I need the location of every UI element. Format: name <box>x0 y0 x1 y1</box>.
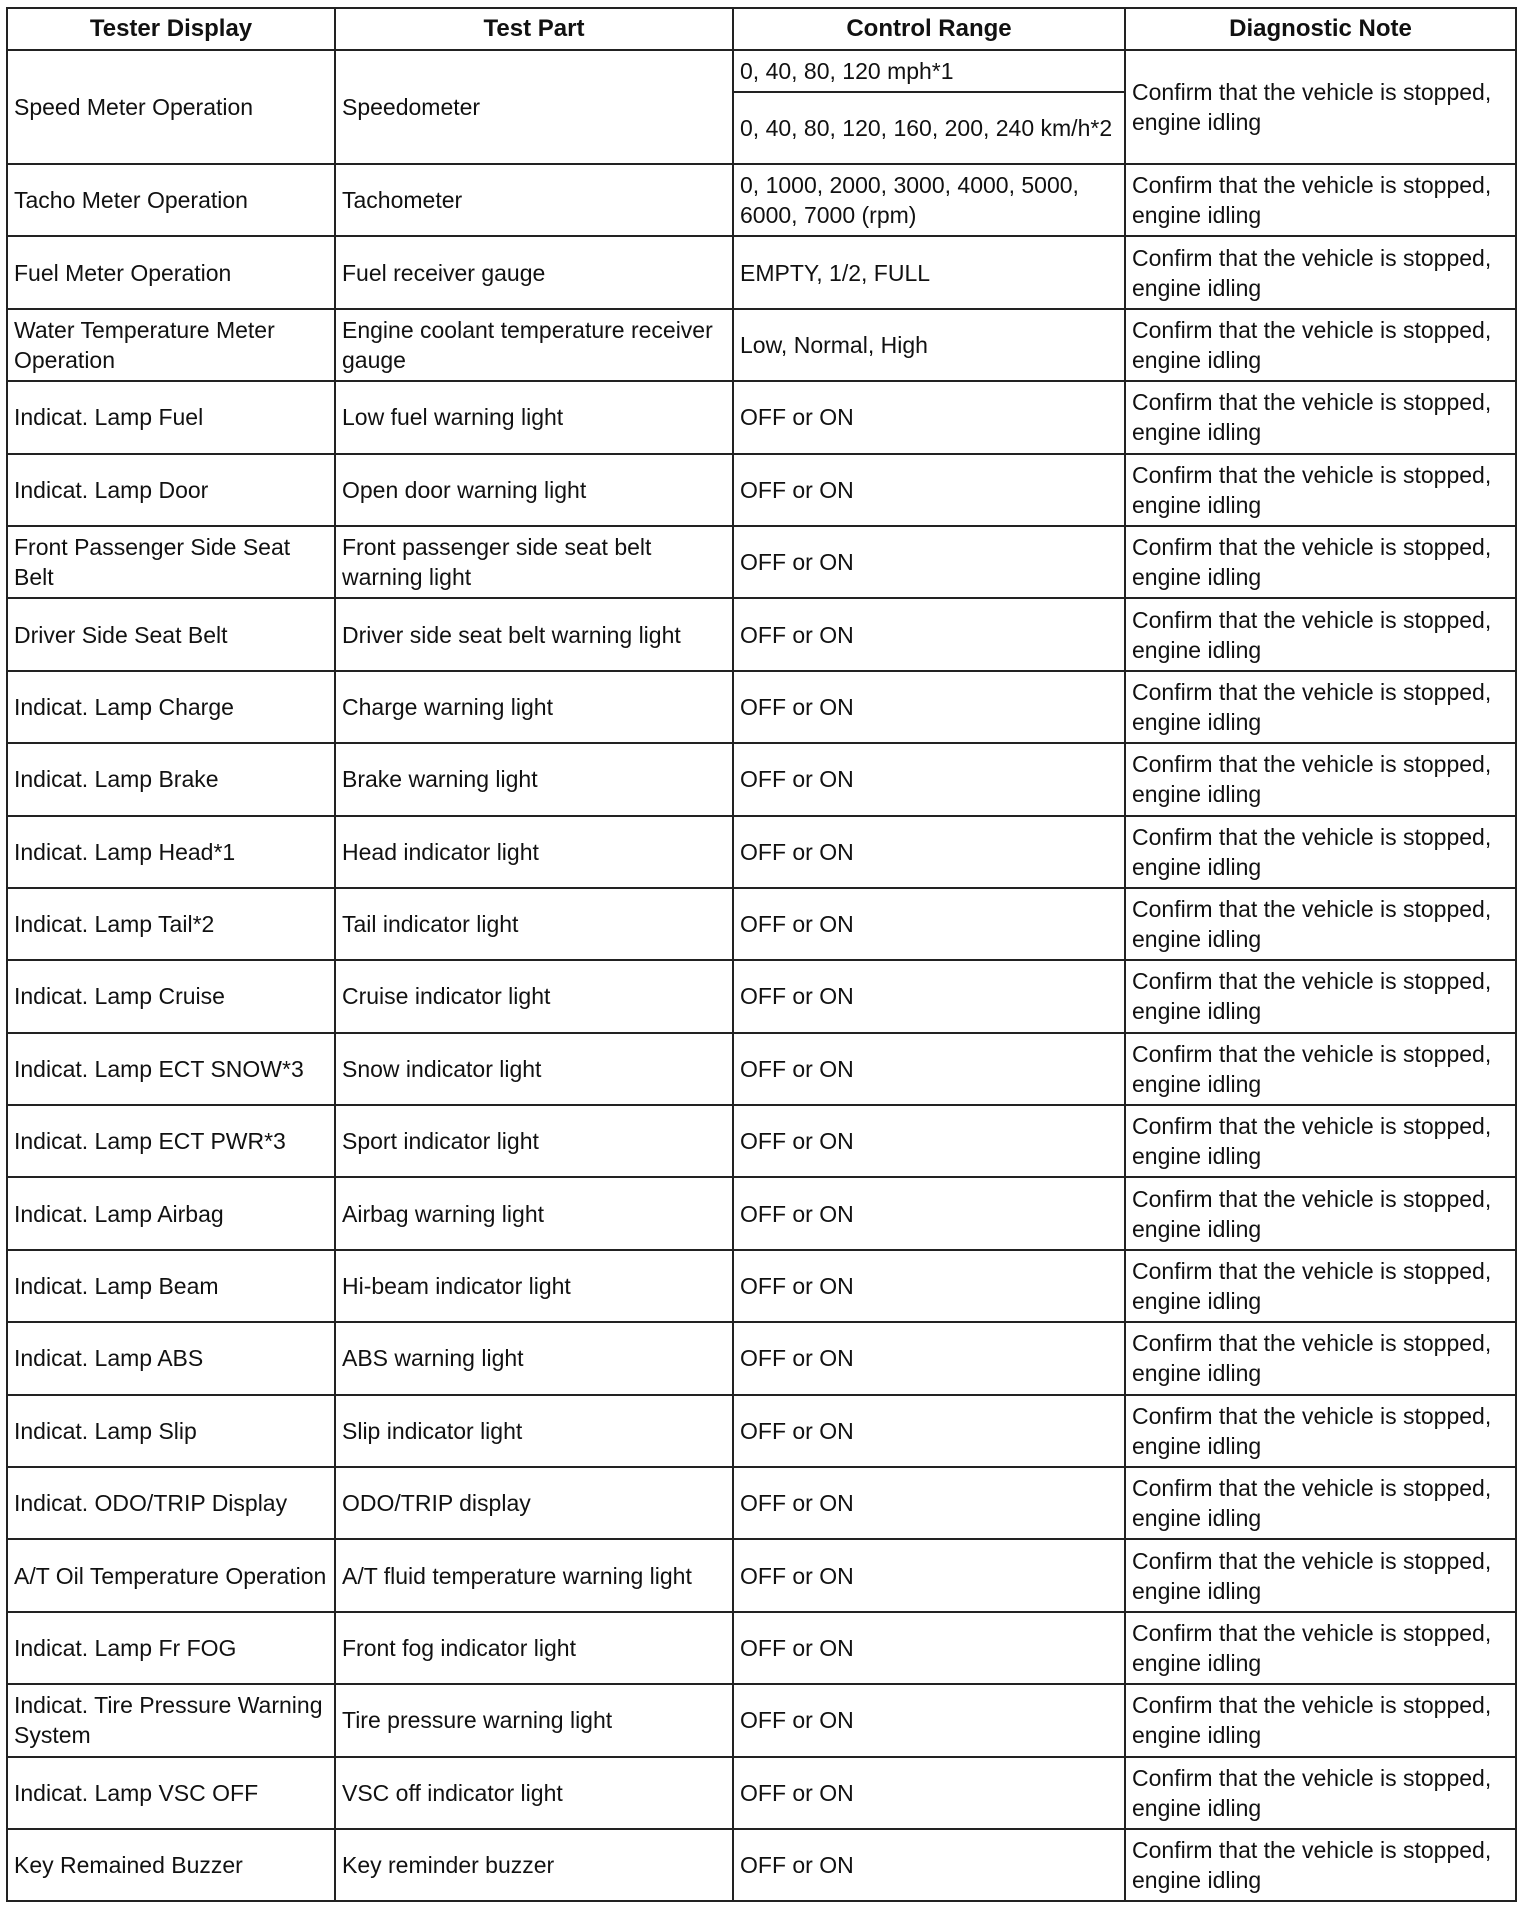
cell-test-part: Low fuel warning light <box>335 381 733 453</box>
cell-diagnostic-note: Confirm that the vehicle is stopped, engine idling <box>1125 164 1516 236</box>
cell-tester-display: Indicat. Lamp ABS <box>7 1322 335 1394</box>
table-row <box>7 1684 1516 1756</box>
table-row <box>7 888 1516 960</box>
cell-diagnostic-note: Confirm that the vehicle is stopped, engine idling <box>1125 381 1516 453</box>
cell-diagnostic-note: Confirm that the vehicle is stopped, engine idling <box>1125 1250 1516 1322</box>
cell-test-part: Slip indicator light <box>335 1395 733 1467</box>
cell-diagnostic-note: Confirm that the vehicle is stopped, engine idling <box>1125 454 1516 526</box>
cell-control-range: OFF or ON <box>733 598 1125 670</box>
cell-diagnostic-note: Confirm that the vehicle is stopped, engine idling <box>1125 1612 1516 1684</box>
cell-control-range: OFF or ON <box>733 1105 1125 1177</box>
cell-control-range: OFF or ON <box>733 1684 1125 1756</box>
cell-tester-display: Indicat. Lamp Fuel <box>7 381 335 453</box>
cell-control-range: OFF or ON <box>733 960 1125 1032</box>
cell-control-range: OFF or ON <box>733 1467 1125 1539</box>
table-row <box>7 743 1516 815</box>
cell-control-range: OFF or ON <box>733 1322 1125 1394</box>
cell-control-range: OFF or ON <box>733 888 1125 960</box>
cell-control-range: OFF or ON <box>733 1757 1125 1829</box>
table-row <box>7 50 1516 92</box>
table-row <box>7 454 1516 526</box>
cell-diagnostic-note: Confirm that the vehicle is stopped, engine idling <box>1125 309 1516 381</box>
cell-control-range: 0, 1000, 2000, 3000, 4000, 5000, 6000, 7000 (rpm) <box>733 164 1125 236</box>
cell-test-part: Brake warning light <box>335 743 733 815</box>
cell-control-range: EMPTY, 1/2, FULL <box>733 236 1125 308</box>
cell-control-range: OFF or ON <box>733 671 1125 743</box>
cell-control-range: OFF or ON <box>733 1539 1125 1611</box>
cell-test-part: Fuel receiver gauge <box>335 236 733 308</box>
cell-tester-display: Indicat. Tire Pressure Warning System <box>7 1684 335 1756</box>
cell-tester-display: Indicat. Lamp VSC OFF <box>7 1757 335 1829</box>
cell-test-part: Front fog indicator light <box>335 1612 733 1684</box>
table-row <box>7 1033 1516 1105</box>
cell-control-range: OFF or ON <box>733 454 1125 526</box>
cell-diagnostic-note: Confirm that the vehicle is stopped, engine idling <box>1125 598 1516 670</box>
table-row <box>7 309 1516 381</box>
table-row <box>7 1322 1516 1394</box>
cell-tester-display: Indicat. Lamp Charge <box>7 671 335 743</box>
cell-tester-display: Indicat. Lamp Airbag <box>7 1177 335 1249</box>
cell-diagnostic-note: Confirm that the vehicle is stopped, engine idling <box>1125 1684 1516 1756</box>
table-row <box>7 816 1516 888</box>
cell-tester-display: Fuel Meter Operation <box>7 236 335 308</box>
cell-diagnostic-note: Confirm that the vehicle is stopped, engine idling <box>1125 671 1516 743</box>
cell-control-range: OFF or ON <box>733 526 1125 598</box>
cell-diagnostic-note: Confirm that the vehicle is stopped, engine idling <box>1125 960 1516 1032</box>
cell-tester-display: Indicat. Lamp ECT PWR*3 <box>7 1105 335 1177</box>
cell-test-part: Airbag warning light <box>335 1177 733 1249</box>
cell-control-range: OFF or ON <box>733 381 1125 453</box>
cell-diagnostic-note: Confirm that the vehicle is stopped, engine idling <box>1125 236 1516 308</box>
table-row <box>7 1250 1516 1322</box>
cell-tester-display: Water Temperature Meter Operation <box>7 309 335 381</box>
diagnostic-table <box>6 7 1517 1902</box>
table-row <box>7 598 1516 670</box>
cell-test-part: A/T fluid temperature warning light <box>335 1539 733 1611</box>
cell-diagnostic-note: Confirm that the vehicle is stopped, engine idling <box>1125 50 1516 164</box>
cell-test-part: VSC off indicator light <box>335 1757 733 1829</box>
cell-diagnostic-note: Confirm that the vehicle is stopped, engine idling <box>1125 1395 1516 1467</box>
cell-tester-display: Indicat. Lamp Slip <box>7 1395 335 1467</box>
cell-tester-display: Driver Side Seat Belt <box>7 598 335 670</box>
cell-tester-display: Key Remained Buzzer <box>7 1829 335 1901</box>
cell-test-part: Tachometer <box>335 164 733 236</box>
header-row <box>7 8 1516 50</box>
cell-tester-display: Speed Meter Operation <box>7 50 335 164</box>
cell-control-range: OFF or ON <box>733 1612 1125 1684</box>
cell-tester-display: Indicat. Lamp Tail*2 <box>7 888 335 960</box>
cell-test-part: Head indicator light <box>335 816 733 888</box>
cell-diagnostic-note: Confirm that the vehicle is stopped, engine idling <box>1125 1177 1516 1249</box>
cell-control-range: 0, 40, 80, 120 mph*1 <box>733 50 1125 92</box>
table-row <box>7 1539 1516 1611</box>
header-control-range: Control Range <box>733 8 1125 50</box>
cell-test-part: Snow indicator light <box>335 1033 733 1105</box>
cell-test-part: Sport indicator light <box>335 1105 733 1177</box>
cell-diagnostic-note: Confirm that the vehicle is stopped, engine idling <box>1125 1105 1516 1177</box>
cell-test-part: Charge warning light <box>335 671 733 743</box>
cell-tester-display: Indicat. Lamp ECT SNOW*3 <box>7 1033 335 1105</box>
cell-test-part: ABS warning light <box>335 1322 733 1394</box>
cell-test-part: ODO/TRIP display <box>335 1467 733 1539</box>
header-diagnostic-note: Diagnostic Note <box>1125 8 1516 50</box>
cell-test-part: Front passenger side seat belt warning light <box>335 526 733 598</box>
table-row <box>7 960 1516 1032</box>
header-tester-display: Tester Display <box>7 8 335 50</box>
table-row <box>7 1829 1516 1901</box>
cell-tester-display: Indicat. Lamp Door <box>7 454 335 526</box>
cell-control-range: OFF or ON <box>733 1033 1125 1105</box>
cell-tester-display: Indicat. Lamp Brake <box>7 743 335 815</box>
cell-test-part: Driver side seat belt warning light <box>335 598 733 670</box>
header-test-part: Test Part <box>335 8 733 50</box>
cell-control-range: 0, 40, 80, 120, 160, 200, 240 km/h*2 <box>733 92 1125 164</box>
cell-control-range: OFF or ON <box>733 1177 1125 1249</box>
cell-diagnostic-note: Confirm that the vehicle is stopped, engine idling <box>1125 1829 1516 1901</box>
cell-test-part: Hi-beam indicator light <box>335 1250 733 1322</box>
cell-control-range: OFF or ON <box>733 743 1125 815</box>
table-row <box>7 1177 1516 1249</box>
cell-tester-display: Indicat. ODO/TRIP Display <box>7 1467 335 1539</box>
table-row <box>7 236 1516 308</box>
cell-test-part: Cruise indicator light <box>335 960 733 1032</box>
cell-tester-display: A/T Oil Temperature Operation <box>7 1539 335 1611</box>
cell-diagnostic-note: Confirm that the vehicle is stopped, engine idling <box>1125 743 1516 815</box>
cell-diagnostic-note: Confirm that the vehicle is stopped, engine idling <box>1125 888 1516 960</box>
cell-tester-display: Indicat. Lamp Beam <box>7 1250 335 1322</box>
cell-diagnostic-note: Confirm that the vehicle is stopped, engine idling <box>1125 1467 1516 1539</box>
cell-tester-display: Indicat. Lamp Head*1 <box>7 816 335 888</box>
cell-diagnostic-note: Confirm that the vehicle is stopped, engine idling <box>1125 1539 1516 1611</box>
cell-test-part: Speedometer <box>335 50 733 164</box>
cell-diagnostic-note: Confirm that the vehicle is stopped, engine idling <box>1125 816 1516 888</box>
cell-control-range: OFF or ON <box>733 1250 1125 1322</box>
table-row <box>7 1105 1516 1177</box>
cell-test-part: Tire pressure warning light <box>335 1684 733 1756</box>
table-row <box>7 1757 1516 1829</box>
cell-test-part: Tail indicator light <box>335 888 733 960</box>
cell-control-range: OFF or ON <box>733 1395 1125 1467</box>
cell-diagnostic-note: Confirm that the vehicle is stopped, engine idling <box>1125 1033 1516 1105</box>
cell-tester-display: Front Passenger Side Seat Belt <box>7 526 335 598</box>
cell-diagnostic-note: Confirm that the vehicle is stopped, engine idling <box>1125 526 1516 598</box>
cell-tester-display: Tacho Meter Operation <box>7 164 335 236</box>
cell-diagnostic-note: Confirm that the vehicle is stopped, engine idling <box>1125 1757 1516 1829</box>
table-row <box>7 526 1516 598</box>
cell-control-range: OFF or ON <box>733 816 1125 888</box>
table-row <box>7 381 1516 453</box>
cell-diagnostic-note: Confirm that the vehicle is stopped, engine idling <box>1125 1322 1516 1394</box>
cell-control-range: Low, Normal, High <box>733 309 1125 381</box>
cell-test-part: Engine coolant temperature receiver gauge <box>335 309 733 381</box>
cell-tester-display: Indicat. Lamp Cruise <box>7 960 335 1032</box>
table-row <box>7 1612 1516 1684</box>
cell-control-range: OFF or ON <box>733 1829 1125 1901</box>
table-row <box>7 1467 1516 1539</box>
cell-test-part: Key reminder buzzer <box>335 1829 733 1901</box>
cell-tester-display: Indicat. Lamp Fr FOG <box>7 1612 335 1684</box>
cell-test-part: Open door warning light <box>335 454 733 526</box>
table-row <box>7 671 1516 743</box>
table-row <box>7 164 1516 236</box>
table-row <box>7 1395 1516 1467</box>
